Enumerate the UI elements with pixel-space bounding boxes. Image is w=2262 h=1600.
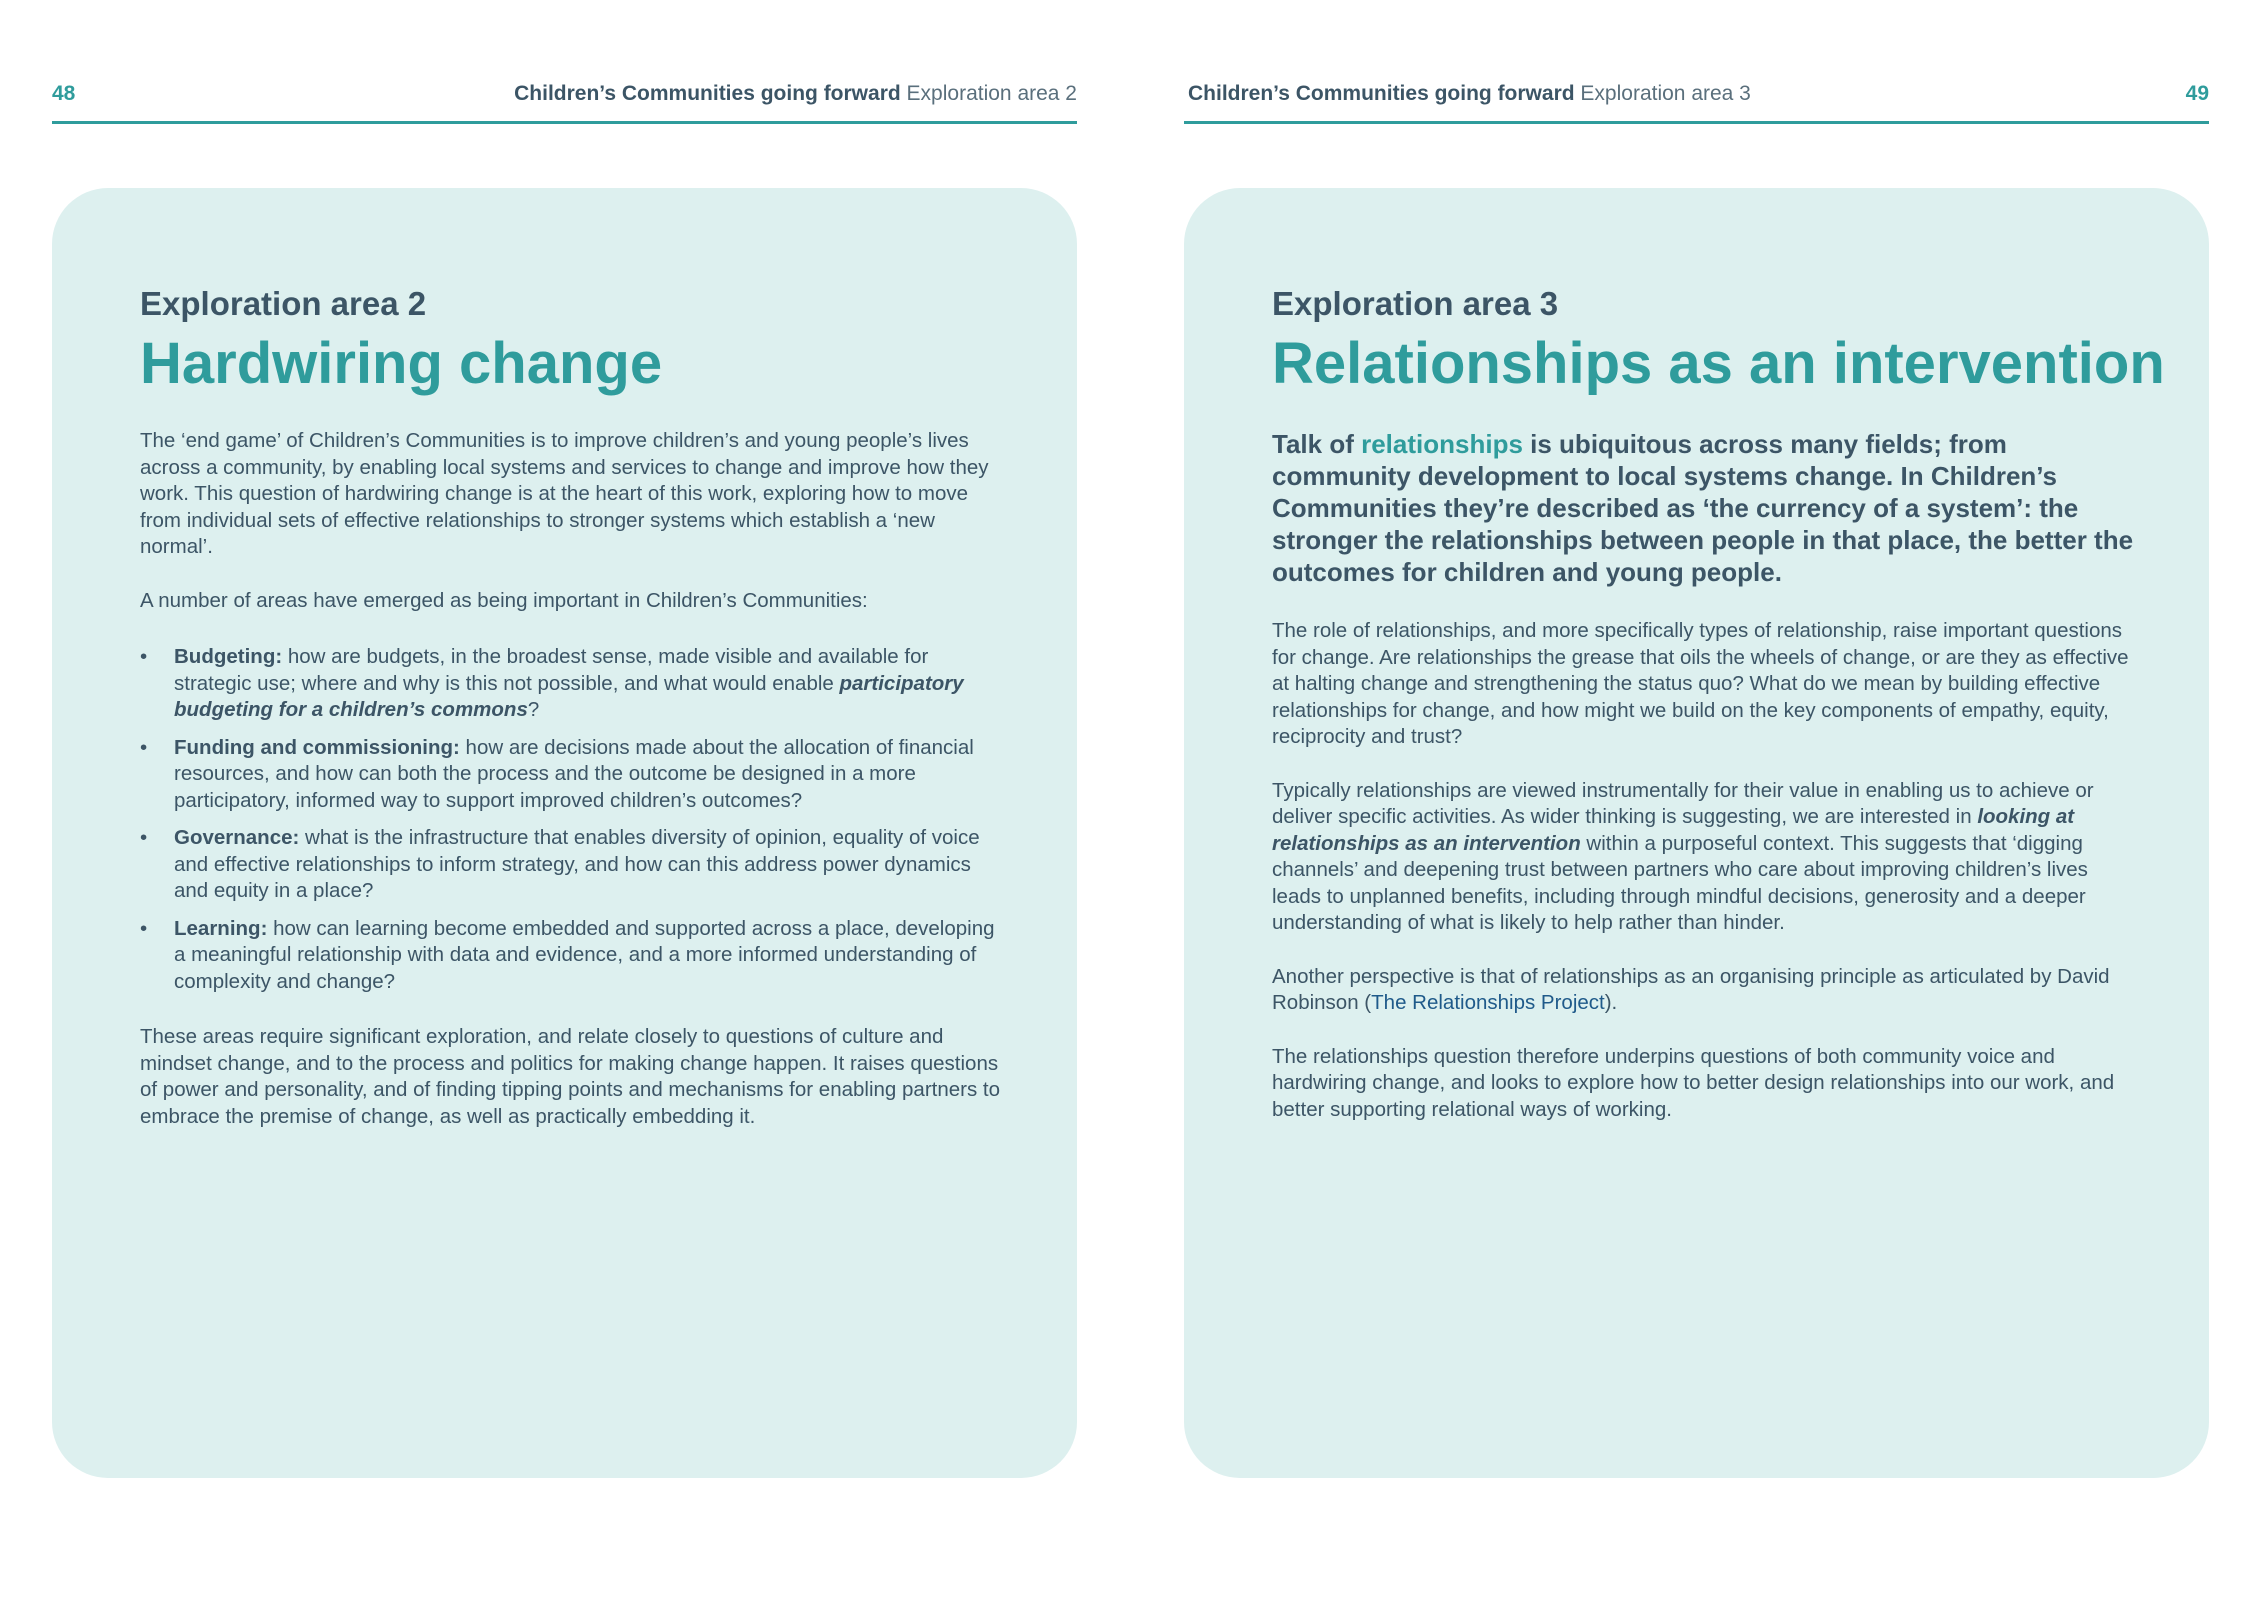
paragraph-start: Typically relationships are viewed instrumentally for their value in enabling us to achieve or deliver specific activities. As wider thinking is suggesting, we are interested in xyxy=(1272,778,2094,828)
paragraph xyxy=(1272,964,2142,1017)
right-page xyxy=(1184,0,2209,1600)
list-item xyxy=(140,825,1010,905)
content-panel xyxy=(52,188,1077,1478)
page-number: 49 xyxy=(2185,82,2209,105)
list-item xyxy=(140,644,1010,724)
bullet-text: what is the infrastructure that enables diversity of opinion, equality of voice and effective relationships to inform strategy, and how can this address power dynamics and equity in a place? xyxy=(174,826,980,902)
page-header xyxy=(1184,80,2209,124)
bullet-tail: ? xyxy=(527,698,540,721)
lead-rest: is ubiquitous across many fields; from community development to local systems change. In Children’s Communities they’re described as ‘the currency of a system’: the stronger the relationships between people in that place, the better the outcomes for children and young people. xyxy=(1272,429,2134,587)
paragraph-rest: within a purposeful context. This suggests that ‘digging channels’ and deepening trust between partners who care about improving children’s lives leads to unplanned benefits, including through mindful decisions, generosity and a deeper understanding of what is likely to help rather than hinder. xyxy=(1272,831,2088,934)
left-page xyxy=(52,0,1077,1600)
section-title: Hardwiring change xyxy=(140,331,663,396)
section-eyebrow: Exploration area 3 xyxy=(1272,285,1559,322)
lead-start: Talk of xyxy=(1272,429,1362,459)
paragraph: The role of relationships, and more specifically types of relationship, raise important questions for change. Are relationships the grease that oils the wheels of change, or are they as effective at halting change and strengthening the status quo? What do we mean by building effective relationships for change, and how might we build on the key components of empathy, equity, reciprocity and trust? xyxy=(1272,619,2129,748)
header-area: Exploration area 2 xyxy=(906,82,1077,105)
bullet-term: Funding and commissioning: xyxy=(174,735,460,759)
bullet-term: Learning: xyxy=(174,916,268,940)
lead-paragraph xyxy=(1272,428,2142,588)
header-title: Children’s Communities going forward xyxy=(514,82,901,105)
panel-content xyxy=(1272,284,2165,1150)
relationships-project-link[interactable]: The Relationships Project xyxy=(1371,991,1605,1014)
bullet-term: Budgeting: xyxy=(174,645,283,668)
section-body xyxy=(1272,428,2142,1123)
paragraph-end: ). xyxy=(1604,991,1618,1014)
bullet-list xyxy=(140,644,1010,995)
bullet-term: Governance: xyxy=(174,826,300,849)
paragraph xyxy=(1272,778,2142,937)
paragraph: These areas require significant exploration, and relate closely to questions of culture and mindset change, and to the process and politics for making change happen. It raises questions of power and personality, and of finding tipping points and mechanisms for enabling partners to embrace the premise of change, as well as practically embedding it. xyxy=(140,1025,1001,1128)
paragraph: The ‘end game’ of Children’s Communities is to improve children’s and young people’s lives across a community, by enabling local systems and services to change and improve how they work. This question of hardwiring change is at the heart of this work, exploring how to move from individual sets of effective relationships to stronger systems which establish a ‘new normal’. xyxy=(140,429,989,558)
header-title: Children’s Communities going forward xyxy=(1188,82,1575,105)
bullet-text: how are budgets, in the broadest sense, made visible and available for strategic use; where and why is this not possible, and what would enable xyxy=(174,645,929,695)
header-area: Exploration area 3 xyxy=(1580,82,1751,105)
paragraph: A number of areas have emerged as being important in Children’s Communities: xyxy=(140,588,868,612)
lead-highlight: relationships xyxy=(1361,429,1523,459)
content-panel xyxy=(1184,188,2209,1478)
panel-content xyxy=(140,284,1010,1157)
bullet-text: how can learning become embedded and supported across a place, developing a meaningful relationship with data and evidence, and a more informed understanding of complexity and change? xyxy=(174,916,995,993)
running-header xyxy=(1188,82,1751,106)
bullet-text: how are decisions made about the allocation of financial resources, and how can both the process and the outcome be designed in a more participatory, informed way to support improved children’s outcomes? xyxy=(174,735,974,812)
section-title: Relationships as an intervention xyxy=(1272,331,2165,396)
paragraph-start: Another perspective is that of relationships as an organising principle as articulated by David Robinson ( xyxy=(1272,964,2110,1014)
bullet-emphasis: participatory budgeting for a children’s commons xyxy=(174,671,964,721)
page-header xyxy=(52,80,1077,124)
page-number: 48 xyxy=(52,82,76,105)
paragraph-emphasis: looking at relationships as an intervention xyxy=(1272,805,2075,855)
section-body xyxy=(140,428,1010,1130)
paragraph: The relationships question therefore underpins questions of both community voice and hardwiring change, and looks to explore how to better design relationships into our work, and better supporting relational ways of working. xyxy=(1272,1044,2115,1121)
list-item xyxy=(140,916,1010,996)
running-header xyxy=(514,82,1077,106)
section-eyebrow: Exploration area 2 xyxy=(140,285,427,322)
list-item xyxy=(140,735,1010,815)
